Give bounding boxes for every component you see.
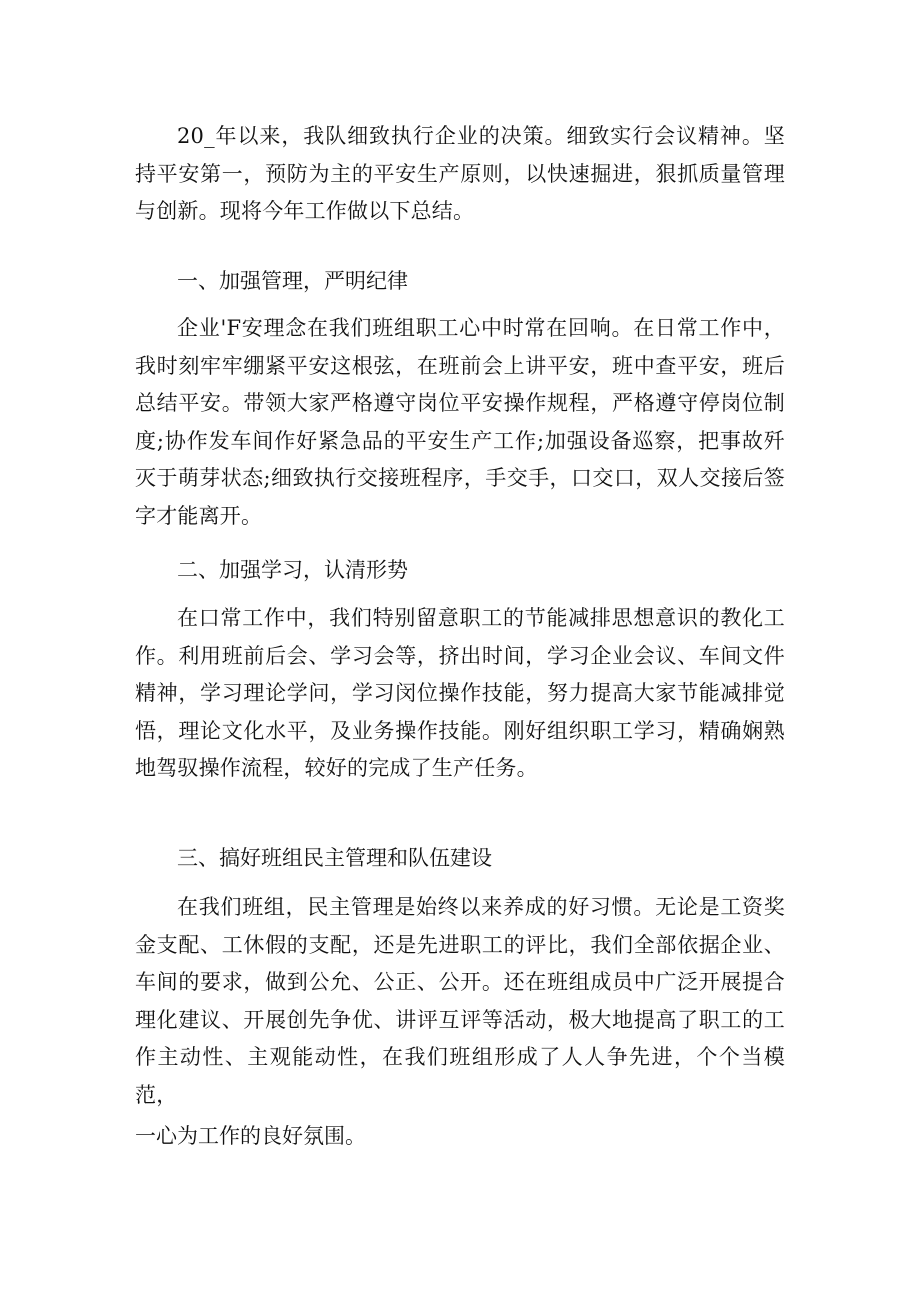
section-1-heading: 一、加强管理，严明纪律 (177, 269, 408, 293)
section-1-paragraph: 企业'F安理念在我们班组职工心中时常在回响。在日常工作中，我时刻牢牢绷紧平安这根弦，在班前会上讲平安，班中查平安，班后总结平安。带领大家严格遵守岗位平安操作规程，严格遵守停岗位制度;协作发车间作好紧急品的平安生产工作;加强设备巡察，把事故歼灭于萌芽状态;细致执行交接班程序，手交手，口交口，双人交接后签字才能离开。 (135, 316, 785, 528)
section-2-paragraph: 在口常工作中，我们特别留意职工的节能减排思想意识的教化工作。利用班前后会、学习会等，挤出时间，学习企业会议、车间文件精神，学习理论学问，学习闵位操作技能，努力提高大家节能减排觉悟，理论文化水平，及业务操作技能。刚好组织职工学习，精确娴熟地驾驭操作流程，较好的完成了生产任务。 (135, 606, 785, 780)
section-2-heading: 二、加强学习，认清形势 (177, 558, 408, 582)
section-3-paragraph: 在我们班组，民主管理是始终以来养成的好习惯。无论是工资奖金支配、工休假的支配，还是先进职工的评比，我们全部依据企业、车间的要求，做到公允、公正、公开。还在班组成员中广泛开展提合理化建议、开展创先争优、讲评互评等活动，极大地提高了职工的工作主动性、主观能动性，在我们班组形成了人人争先进，个个当模范， (135, 895, 785, 1107)
section-3-tail-line: 一心为工作的良好氛围。 (135, 1124, 366, 1148)
section-3-heading: 三、搞好班组民主管理和队伍建设 (177, 846, 492, 870)
intro-paragraph: 20_年以来，我队细致执行企业的决策。细致实行会议精神。坚持平安第一，预防为主的平安生产原则，以快速掘进，狠抓质量管理与创新。现将今年工作做以下总结。 (135, 124, 785, 223)
